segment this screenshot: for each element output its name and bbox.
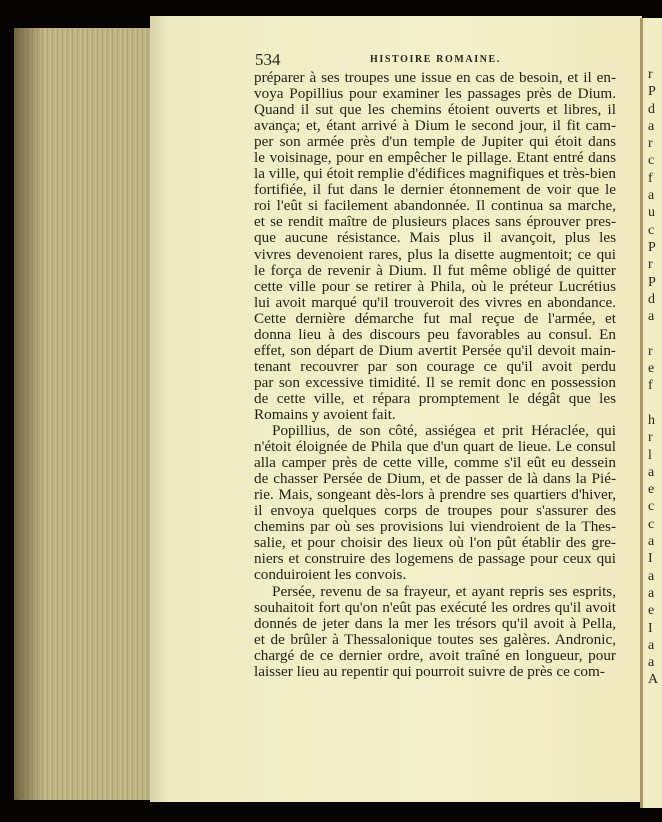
- facing-page-letter: I: [648, 551, 653, 567]
- text-line: et se rendit maître de plusieurs places sans éprouver pres-: [254, 213, 616, 231]
- body-text: [254, 70, 616, 680]
- text-line: de cette ville, et répara promptement le dégât que les: [254, 389, 616, 407]
- text-line: Romains y avoient fait.: [254, 405, 396, 423]
- facing-page-letter: r: [648, 430, 653, 446]
- text-line: le voisinage, pour en empêcher le pillage. Etant entré dans: [254, 149, 616, 167]
- facing-page-letter: u: [648, 205, 655, 221]
- facing-page-letter: A: [648, 672, 659, 688]
- facing-page-letter: f: [648, 378, 653, 394]
- text-line: vivres devenoient rares, plus la disette augmentoit; ce qui: [254, 245, 616, 263]
- text-line: il envoya quelques corps de troupes pour s'assurer des: [254, 502, 616, 520]
- page-number: 534: [255, 50, 281, 69]
- facing-page-letter: c: [648, 222, 655, 238]
- facing-page-letter: r: [648, 67, 653, 82]
- text-line: per son armée près d'un temple de Jupiter qui étoit dans: [254, 133, 616, 151]
- facing-page-letter: d: [648, 291, 655, 307]
- text-line: effet, son départ de Dium avertit Persée qu'il devoit main-: [254, 341, 616, 359]
- facing-page-letter: a: [648, 534, 655, 550]
- text-line: le força de revenir à Dium. Il fut même obligé de quitter: [254, 261, 616, 279]
- facing-page-letter: a: [648, 585, 655, 601]
- text-line: la ville, qui étoit remplie d'édifices magnifiques et très-bien: [254, 165, 616, 183]
- text-line: chargé de ce dernier ordre, avoit traîné en longueur, pour: [254, 646, 616, 664]
- text-line: souhaitoit fort qu'on n'eût pas exécuté les ordres qu'il avoit: [254, 598, 616, 616]
- text-line: de chasser Persée de Dium, et de passer de là dans la Pié-: [254, 470, 616, 488]
- facing-page-letter: e: [648, 361, 655, 377]
- text-line: salie, et pour choisir des lieux où l'on pût établir des gre-: [254, 534, 616, 552]
- text-line: tenant recouvrer par son courage ce qu'il avoit perdu: [254, 357, 616, 375]
- facing-page-letter: r: [648, 257, 653, 273]
- text-line: par son excessive timidité. Il se remit donc en possession: [254, 373, 616, 391]
- facing-page-letter: a: [648, 188, 655, 204]
- text-line: lui avoit marqué qu'il trouveroit des vivres en abondance.: [254, 293, 616, 311]
- facing-page-letters: [648, 66, 662, 689]
- text-line: donnés de jeter dans la mer les trésors qu'il avoit à Pella,: [254, 614, 616, 632]
- page-stack-shadow: [14, 28, 44, 800]
- facing-page-letter: e: [648, 482, 655, 498]
- text-line: conduiroient les convois.: [254, 566, 407, 584]
- text-line: donna lieu à des discours peu favorables au consul. En: [254, 325, 616, 343]
- text-line: Persée, revenu de sa frayeur, et ayant repris ses esprits,: [272, 582, 616, 600]
- text-line: voya Popillius pour examiner les passages près de Dium.: [254, 85, 616, 103]
- text-line: n'étoit éloignée de Phila que d'un quart de lieue. Le consul: [254, 438, 616, 456]
- text-line: préparer à ses troupes une issue en cas de besoin, et il en-: [254, 69, 616, 86]
- facing-page-letter: d: [648, 101, 655, 117]
- facing-page-letter: P: [648, 239, 656, 255]
- text-line: chemins par où ses provisions lui viendroient de la Thes-: [254, 518, 616, 536]
- text-line: fortifiée, il fut dans le dernier étonnement de voir que le: [254, 181, 616, 199]
- facing-page-letter: f: [648, 170, 653, 186]
- text-line: alla camper près de cette ville, comme s'il eût eu dessein: [254, 454, 616, 472]
- text-line: Popillius, de son côté, assiégea et prit Héraclée, qui: [272, 422, 616, 440]
- text-line: Quand il sut que les chemins étoient ouverts et libres, il: [254, 101, 616, 119]
- facing-page-letter: a: [648, 637, 655, 653]
- facing-page-letter: a: [648, 568, 655, 584]
- facing-page-letter: c: [648, 499, 655, 515]
- text-line: avança; et, étant arrivé à Dium le second jour, il fit cam-: [254, 117, 616, 135]
- text-line: rie. Mais, songeant dès-lors à prendre ses quartiers d'hiver,: [254, 486, 616, 504]
- text-line: niers et construire des logemens de passage pour ceux qui: [254, 550, 616, 568]
- text-line: et de brûler à Thessalonique toutes ses galères. Andronic,: [254, 630, 616, 648]
- facing-page-letter: c: [648, 153, 655, 169]
- text-line: laisser lieu au repentir qui pourroit suivre de près ce com-: [254, 662, 605, 680]
- facing-page-letter: l: [648, 447, 652, 463]
- facing-page-letter: P: [648, 274, 656, 290]
- facing-page-letter: e: [648, 603, 655, 619]
- running-title: HISTOIRE ROMAINE.: [370, 54, 501, 65]
- text-line: Cette dernière démarche fut mal reçue de l'armée, et: [254, 309, 616, 327]
- facing-page-letter: c: [648, 516, 655, 532]
- facing-page-letter: a: [648, 118, 655, 134]
- facing-page-letter: [648, 395, 662, 412]
- text-line: que aucune résistance. Mais plus il avançoit, plus les: [254, 229, 616, 247]
- facing-page-letter: r: [648, 136, 653, 152]
- facing-page-letter: a: [648, 655, 655, 671]
- text-line: roi l'eût si facilement abandonnée. Il continua sa marche,: [254, 197, 616, 215]
- facing-page-letter: P: [648, 84, 656, 100]
- facing-page-letter: [648, 325, 662, 342]
- text-line: cette ville pour se retirer à Phila, où le préteur Lucrétius: [254, 277, 616, 295]
- facing-page-letter: I: [648, 620, 653, 636]
- facing-page-letter: a: [648, 309, 655, 325]
- facing-page-letter: a: [648, 464, 655, 480]
- facing-page-letter: h: [648, 412, 655, 428]
- facing-page-letter: r: [648, 343, 653, 359]
